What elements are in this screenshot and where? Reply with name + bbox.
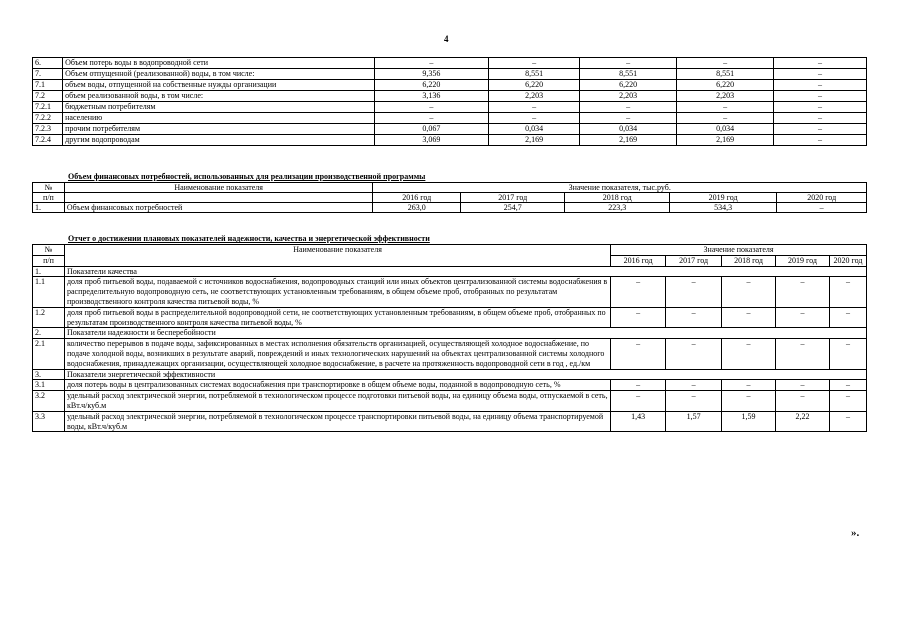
- row-value: 0,067: [374, 124, 488, 135]
- row-value: –: [722, 307, 776, 328]
- row-value: 223,3: [565, 203, 669, 213]
- row-value: –: [776, 339, 830, 369]
- row-value: 2,203: [489, 91, 580, 102]
- row-value: –: [611, 307, 666, 328]
- row-value: –: [774, 124, 867, 135]
- row-value: 8,551: [677, 69, 774, 80]
- row-name: Объем потерь воды в водопроводной сети: [63, 58, 375, 69]
- row-value: –: [666, 391, 722, 412]
- row-value: –: [374, 102, 488, 113]
- row-value: 263,0: [373, 203, 461, 213]
- row-number: 6.: [33, 58, 63, 69]
- row-value: –: [829, 307, 866, 328]
- finance-year-2017: 2017 год: [461, 193, 565, 203]
- row-value: –: [611, 391, 666, 412]
- row-name: прочим потребителям: [63, 124, 375, 135]
- report-header-num: №: [33, 245, 65, 256]
- row-value: –: [677, 113, 774, 124]
- row-number: 3.: [33, 369, 65, 380]
- row-value: –: [580, 58, 677, 69]
- row-value: 2,169: [489, 135, 580, 146]
- row-number: 3.2: [33, 391, 65, 412]
- row-value: –: [774, 113, 867, 124]
- row-name: удельный расход электрической энергии, потребляемой в технологическом процессе подготовки питьевой воды, на единицу объема воды, отпускаемой в сеть, кВт.ч/куб.м: [64, 391, 610, 412]
- row-value: 0,034: [677, 124, 774, 135]
- table-row: [33, 203, 867, 213]
- row-value: –: [774, 102, 867, 113]
- row-value: 1,57: [666, 411, 722, 432]
- row-number: 7.2.4: [33, 135, 63, 146]
- row-value: –: [776, 307, 830, 328]
- row-number: 3.3: [33, 411, 65, 432]
- table-row: [33, 135, 867, 146]
- report-year-2017: 2017 год: [666, 255, 722, 266]
- page-number: 4: [444, 34, 449, 44]
- row-value: –: [374, 58, 488, 69]
- row-number: 7.2.1: [33, 102, 63, 113]
- row-value: –: [774, 135, 867, 146]
- finance-header-pp: п/п: [33, 193, 65, 203]
- section-row: [33, 369, 867, 380]
- row-name: удельный расход электрической энергии, потребляемой в технологическом процессе транспортировки питьевой воды, на единицу объема транспортируемой воды, кВт.ч/куб.м: [64, 411, 610, 432]
- row-name: объем воды, отпущенной на собственные нужды организации: [63, 80, 375, 91]
- finance-year-2020: 2020 год: [777, 193, 867, 203]
- row-value: –: [666, 380, 722, 391]
- row-value: –: [774, 80, 867, 91]
- row-value: 2,203: [580, 91, 677, 102]
- report-year-2020: 2020 год: [829, 255, 866, 266]
- report-caption: Отчет о достижении плановых показателей надежности, качества и энергетической эффективности: [68, 234, 430, 243]
- row-value: –: [774, 69, 867, 80]
- row-value: –: [722, 339, 776, 369]
- finance-header-name: Наименование показателя: [64, 183, 373, 193]
- closing-quote-mark: ».: [851, 527, 860, 539]
- row-value: 1,59: [722, 411, 776, 432]
- table-row: [33, 69, 867, 80]
- row-number: 1.: [33, 266, 65, 277]
- table-row: [33, 80, 867, 91]
- report-year-2019: 2019 год: [776, 255, 830, 266]
- table-row: [33, 339, 867, 369]
- row-value: –: [611, 339, 666, 369]
- table-row: [33, 307, 867, 328]
- row-value: 8,551: [580, 69, 677, 80]
- row-value: –: [776, 277, 830, 307]
- row-value: –: [829, 391, 866, 412]
- row-name: бюджетным потребителям: [63, 102, 375, 113]
- row-value: –: [611, 277, 666, 307]
- report-header-value: Значение показателя: [611, 245, 867, 256]
- row-value: –: [722, 277, 776, 307]
- row-number: 3.1: [33, 380, 65, 391]
- row-number: 7.2.3: [33, 124, 63, 135]
- row-value: –: [776, 391, 830, 412]
- row-name: доля проб питьевой воды, подаваемой с источников водоснабжения, водопроводных станций или иных объектов централизованной системы водоснабжения в распределительную водопроводную сеть, не соответствующих установленным требованиям, в общем объеме проб, отобранных по результатам производственного контроля качества питьевой воды, %: [64, 277, 610, 307]
- row-value: 3,136: [374, 91, 488, 102]
- row-value: –: [776, 380, 830, 391]
- row-value: 254,7: [461, 203, 565, 213]
- row-value: –: [774, 91, 867, 102]
- section-row: [33, 328, 867, 339]
- row-number: 2.1: [33, 339, 65, 369]
- row-value: 2,22: [776, 411, 830, 432]
- row-value: 6,220: [374, 80, 488, 91]
- row-number: 1.1: [33, 277, 65, 307]
- row-value: –: [722, 391, 776, 412]
- row-value: –: [777, 203, 867, 213]
- row-name: объем реализованной воды, в том числе:: [63, 91, 375, 102]
- row-value: 6,220: [580, 80, 677, 91]
- row-value: –: [580, 113, 677, 124]
- report-header-pp: п/п: [33, 255, 65, 266]
- table-row: [33, 391, 867, 412]
- finance-year-2018: 2018 год: [565, 193, 669, 203]
- row-value: 9,356: [374, 69, 488, 80]
- row-value: –: [829, 277, 866, 307]
- row-name: другим водопроводам: [63, 135, 375, 146]
- row-value: –: [666, 277, 722, 307]
- finance-year-2016: 2016 год: [373, 193, 461, 203]
- row-value: 0,034: [580, 124, 677, 135]
- finance-year-2019: 2019 год: [669, 193, 776, 203]
- row-number: 1.2: [33, 307, 65, 328]
- row-value: –: [829, 339, 866, 369]
- row-value: 3,069: [374, 135, 488, 146]
- row-value: –: [489, 113, 580, 124]
- row-value: 534,3: [669, 203, 776, 213]
- table-row: [33, 124, 867, 135]
- finance-header-value: Значение показателя, тыс.руб.: [373, 183, 867, 193]
- row-value: –: [829, 380, 866, 391]
- row-value: –: [677, 58, 774, 69]
- row-value: 6,220: [489, 80, 580, 91]
- table-row: [33, 91, 867, 102]
- row-number: 7.2: [33, 91, 63, 102]
- finance-header-num: №: [33, 183, 65, 193]
- report-header-name: Наименование показателя: [64, 245, 610, 267]
- report-table: [32, 244, 867, 432]
- row-value: 8,551: [489, 69, 580, 80]
- row-value: –: [829, 411, 866, 432]
- row-value: –: [666, 307, 722, 328]
- finance-header-blank: [64, 193, 373, 203]
- section-row: [33, 266, 867, 277]
- row-value: 6,220: [677, 80, 774, 91]
- row-value: –: [774, 58, 867, 69]
- row-number: 1.: [33, 203, 65, 213]
- table-row: [33, 277, 867, 307]
- row-number: 7.2.2: [33, 113, 63, 124]
- section-title: Показатели энергетической эффективности: [64, 369, 866, 380]
- row-number: 7.1: [33, 80, 63, 91]
- table-row: [33, 380, 867, 391]
- row-name: населению: [63, 113, 375, 124]
- row-value: –: [722, 380, 776, 391]
- row-value: 2,169: [677, 135, 774, 146]
- row-value: –: [580, 102, 677, 113]
- row-value: 2,169: [580, 135, 677, 146]
- row-value: 0,034: [489, 124, 580, 135]
- table-row: [33, 411, 867, 432]
- row-value: –: [489, 102, 580, 113]
- row-value: 2,203: [677, 91, 774, 102]
- row-name: Объем отпущенной (реализованной) воды, в том числе:: [63, 69, 375, 80]
- row-name: доля потерь воды в централизованных системах водоснабжения при транспортировке в общем объеме воды, поданной в водопроводную сеть, %: [64, 380, 610, 391]
- row-value: –: [666, 339, 722, 369]
- row-number: 2.: [33, 328, 65, 339]
- water-volume-table: [32, 57, 867, 146]
- row-name: количество перерывов в подаче воды, зафиксированных в местах исполнения обязательств организацией, осуществляющей холодное водоснабжение, по подаче холодной воды, возникших в результате аварий, повреждений и иных технологических нарушений на объектах централизованной системы холодного водоснабжения, принадлежащих организации, осуществляющей холодное водоснабжение, в расчете на протяженность водопроводной сети в год , ед./км: [64, 339, 610, 369]
- row-value: –: [677, 102, 774, 113]
- table-row: [33, 102, 867, 113]
- report-year-2016: 2016 год: [611, 255, 666, 266]
- report-year-2018: 2018 год: [722, 255, 776, 266]
- section-title: Показатели качества: [64, 266, 866, 277]
- finance-caption: Объем финансовых потребностей, использованных для реализации производственной программы: [68, 172, 426, 181]
- row-name: доля проб питьевой воды в распределительной водопроводной сети, не соответствующих установленным требованиям, в общем объеме проб, отобранных по результатам производственного контроля качества питьевой воды, %: [64, 307, 610, 328]
- table-row: [33, 58, 867, 69]
- table-row: [33, 113, 867, 124]
- row-value: –: [489, 58, 580, 69]
- row-value: 1,43: [611, 411, 666, 432]
- row-number: 7.: [33, 69, 63, 80]
- finance-table: [32, 182, 867, 213]
- row-name: Объем финансовых потребностей: [64, 203, 373, 213]
- row-value: –: [611, 380, 666, 391]
- section-title: Показатели надежности и бесперебойности: [64, 328, 866, 339]
- row-value: –: [374, 113, 488, 124]
